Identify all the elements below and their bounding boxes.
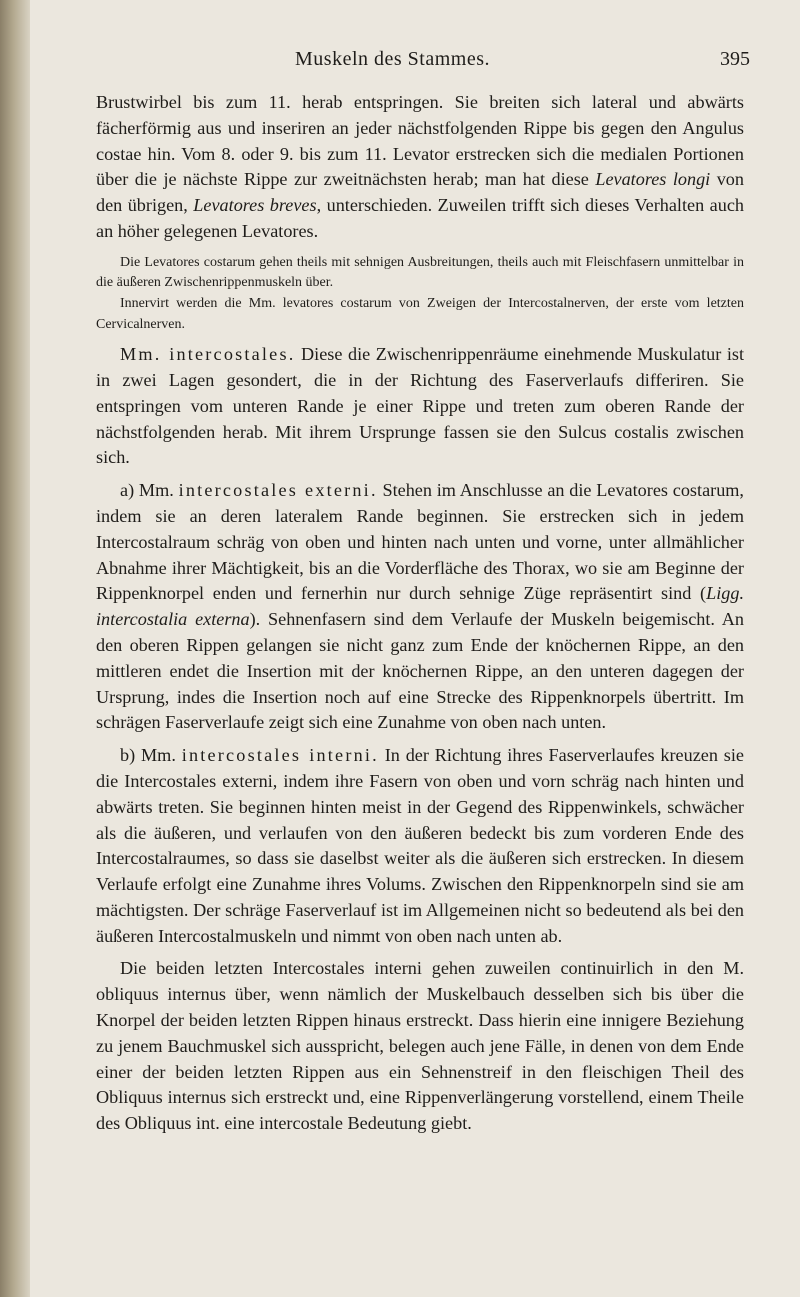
paragraph-intercostales: Mm. intercostales. Diese die Zwischenrippenräume einehmende Muskulatur ist in zwei Lagen gesondert, die in der Richtung des Faserverlaufs differiren. Sie entspringen vom unteren Rande je einer Rippe und treten zum oberen Rande der nächstfolgenden herab. Mit ihrem Ursprunge fassen sie den Sulcus costalis zwischen sich. bbox=[96, 344, 744, 468]
section-heading-interni: intercostales interni. bbox=[181, 745, 379, 766]
section-heading-externi: intercostales externi. bbox=[178, 480, 378, 501]
book-page bbox=[30, 0, 800, 1297]
note-paragraph-2: Innervirt werden die Mm. levatores costarum von Zweigen der Intercostalnerven, der erste vom letzten Cervicalnerven. bbox=[96, 295, 744, 332]
term-levatores-breves: Levatores breves bbox=[193, 195, 317, 216]
paragraph-intercostales-interni: b) Mm. intercostales interni. In der Richtung ihres Faserverlaufes kreuzen sie die Intercostales externi, indem ihre Fasern von oben und vorn schräg nach hinten und abwärts treten. Sie beginnen hinten meist in der Gegend des Rippenwinkels, schwächer als die äußeren, und verlaufen von den äußeren bedeckt bis zum vorderen Ende des Intercostalraumes, so dass sie daselbst weiter als die äußeren sich erstrecken. In diesem Verlaufe erfolgt eine Zunahme ihres Volums. Zwischen den Rippenknorpeln sind sie am mächtigsten. Der schräge Faserverlauf ist im Allgemeinen nicht so bedeutend als bei den äußeren Intercostalmuskeln und nimmt von oben nach unten ab. bbox=[96, 745, 744, 946]
paragraph-levatores: Brustwirbel bis zum 11. herab entspringen. Sie breiten sich lateral und abwärts fächerförmig aus und inseriren an jeder nächstfolgenden Rippe bis gegen den Angulus costae hin. Vom 8. oder 9. bis zum 11. Levator erstrecken sich die medialen Portionen über die je nächste Rippe zur zweitnächsten herab; man hat diese Levatores longi von den übrigen, Levatores breves, unterschieden. Zuweilen trifft sich dieses Verhalten auch an höher gelegenen Levatores. bbox=[96, 92, 744, 241]
section-heading-intercostales: Mm. intercostales. bbox=[120, 344, 296, 365]
running-header bbox=[30, 48, 800, 78]
note-paragraph-1: Die Levatores costarum gehen theils mit sehnigen Ausbreitungen, theils auch mit Fleischfasern unmittelbar in die äußeren Zwischenrippenmuskeln über. bbox=[96, 254, 744, 291]
term-ligg-intercostalia-externa: Ligg. intercostalia externa bbox=[96, 583, 744, 630]
page-number: 395 bbox=[720, 48, 750, 70]
book-binding-shadow bbox=[0, 0, 30, 1297]
body-text bbox=[96, 90, 744, 1137]
running-title: Muskeln des Stammes. bbox=[295, 48, 490, 70]
paragraph-obliquus: Die beiden letzten Intercostales interni gehen zuweilen continuirlich in den M. obliquus internus über, wenn nämlich der Muskelbauch desselben sich bis über die Knorpel der beiden letzten Rippen hinaus erstreckt. Dass hierin eine innigere Beziehung zu jenem Bauchmuskel sich ausspricht, belegen auch jene Fälle, in denen von dem Ende einer der beiden letzten Rippen aus ein Sehnenstreif in den fleischigen Theil des Obliquus internus sich erstreckt und, eine Rippenverlängerung vorstellend, einem Theile des Obliquus int. eine intercostale Bedeutung giebt. bbox=[96, 958, 744, 1134]
term-levatores-longi: Levatores longi bbox=[595, 169, 711, 190]
small-print-note bbox=[96, 253, 744, 335]
paragraph-intercostales-externi: a) Mm. intercostales externi. Stehen im Anschlusse an die Levatores costarum, indem sie an deren lateralem Rande beginnen. Sie erstrecken sich in jedem Intercostalraum schräg von oben und hinten nach unten und vorne, unter allmählicher Abnahme ihrer Mächtigkeit, bis an die Vorderfläche des Thorax, wo sie am Beginne der Rippenknorpel enden und fernerhin nur durch sehnige Züge repräsentirt sind (Ligg. intercostalia externa). Sehnenfasern sind dem Verlaufe der Muskeln beigemischt. An den oberen Rippen gelangen sie nicht ganz zum Ende der knöchernen Rippe, an den mittleren endet die Insertion mit der knöchernen Rippe, an den unteren dagegen der Ursprung, indes die Insertion noch auf eine Strecke des Rippenknorpels übertritt. Im schrägen Faserverlaufe zeigt sich eine Zunahme von oben nach unten. bbox=[96, 480, 744, 733]
